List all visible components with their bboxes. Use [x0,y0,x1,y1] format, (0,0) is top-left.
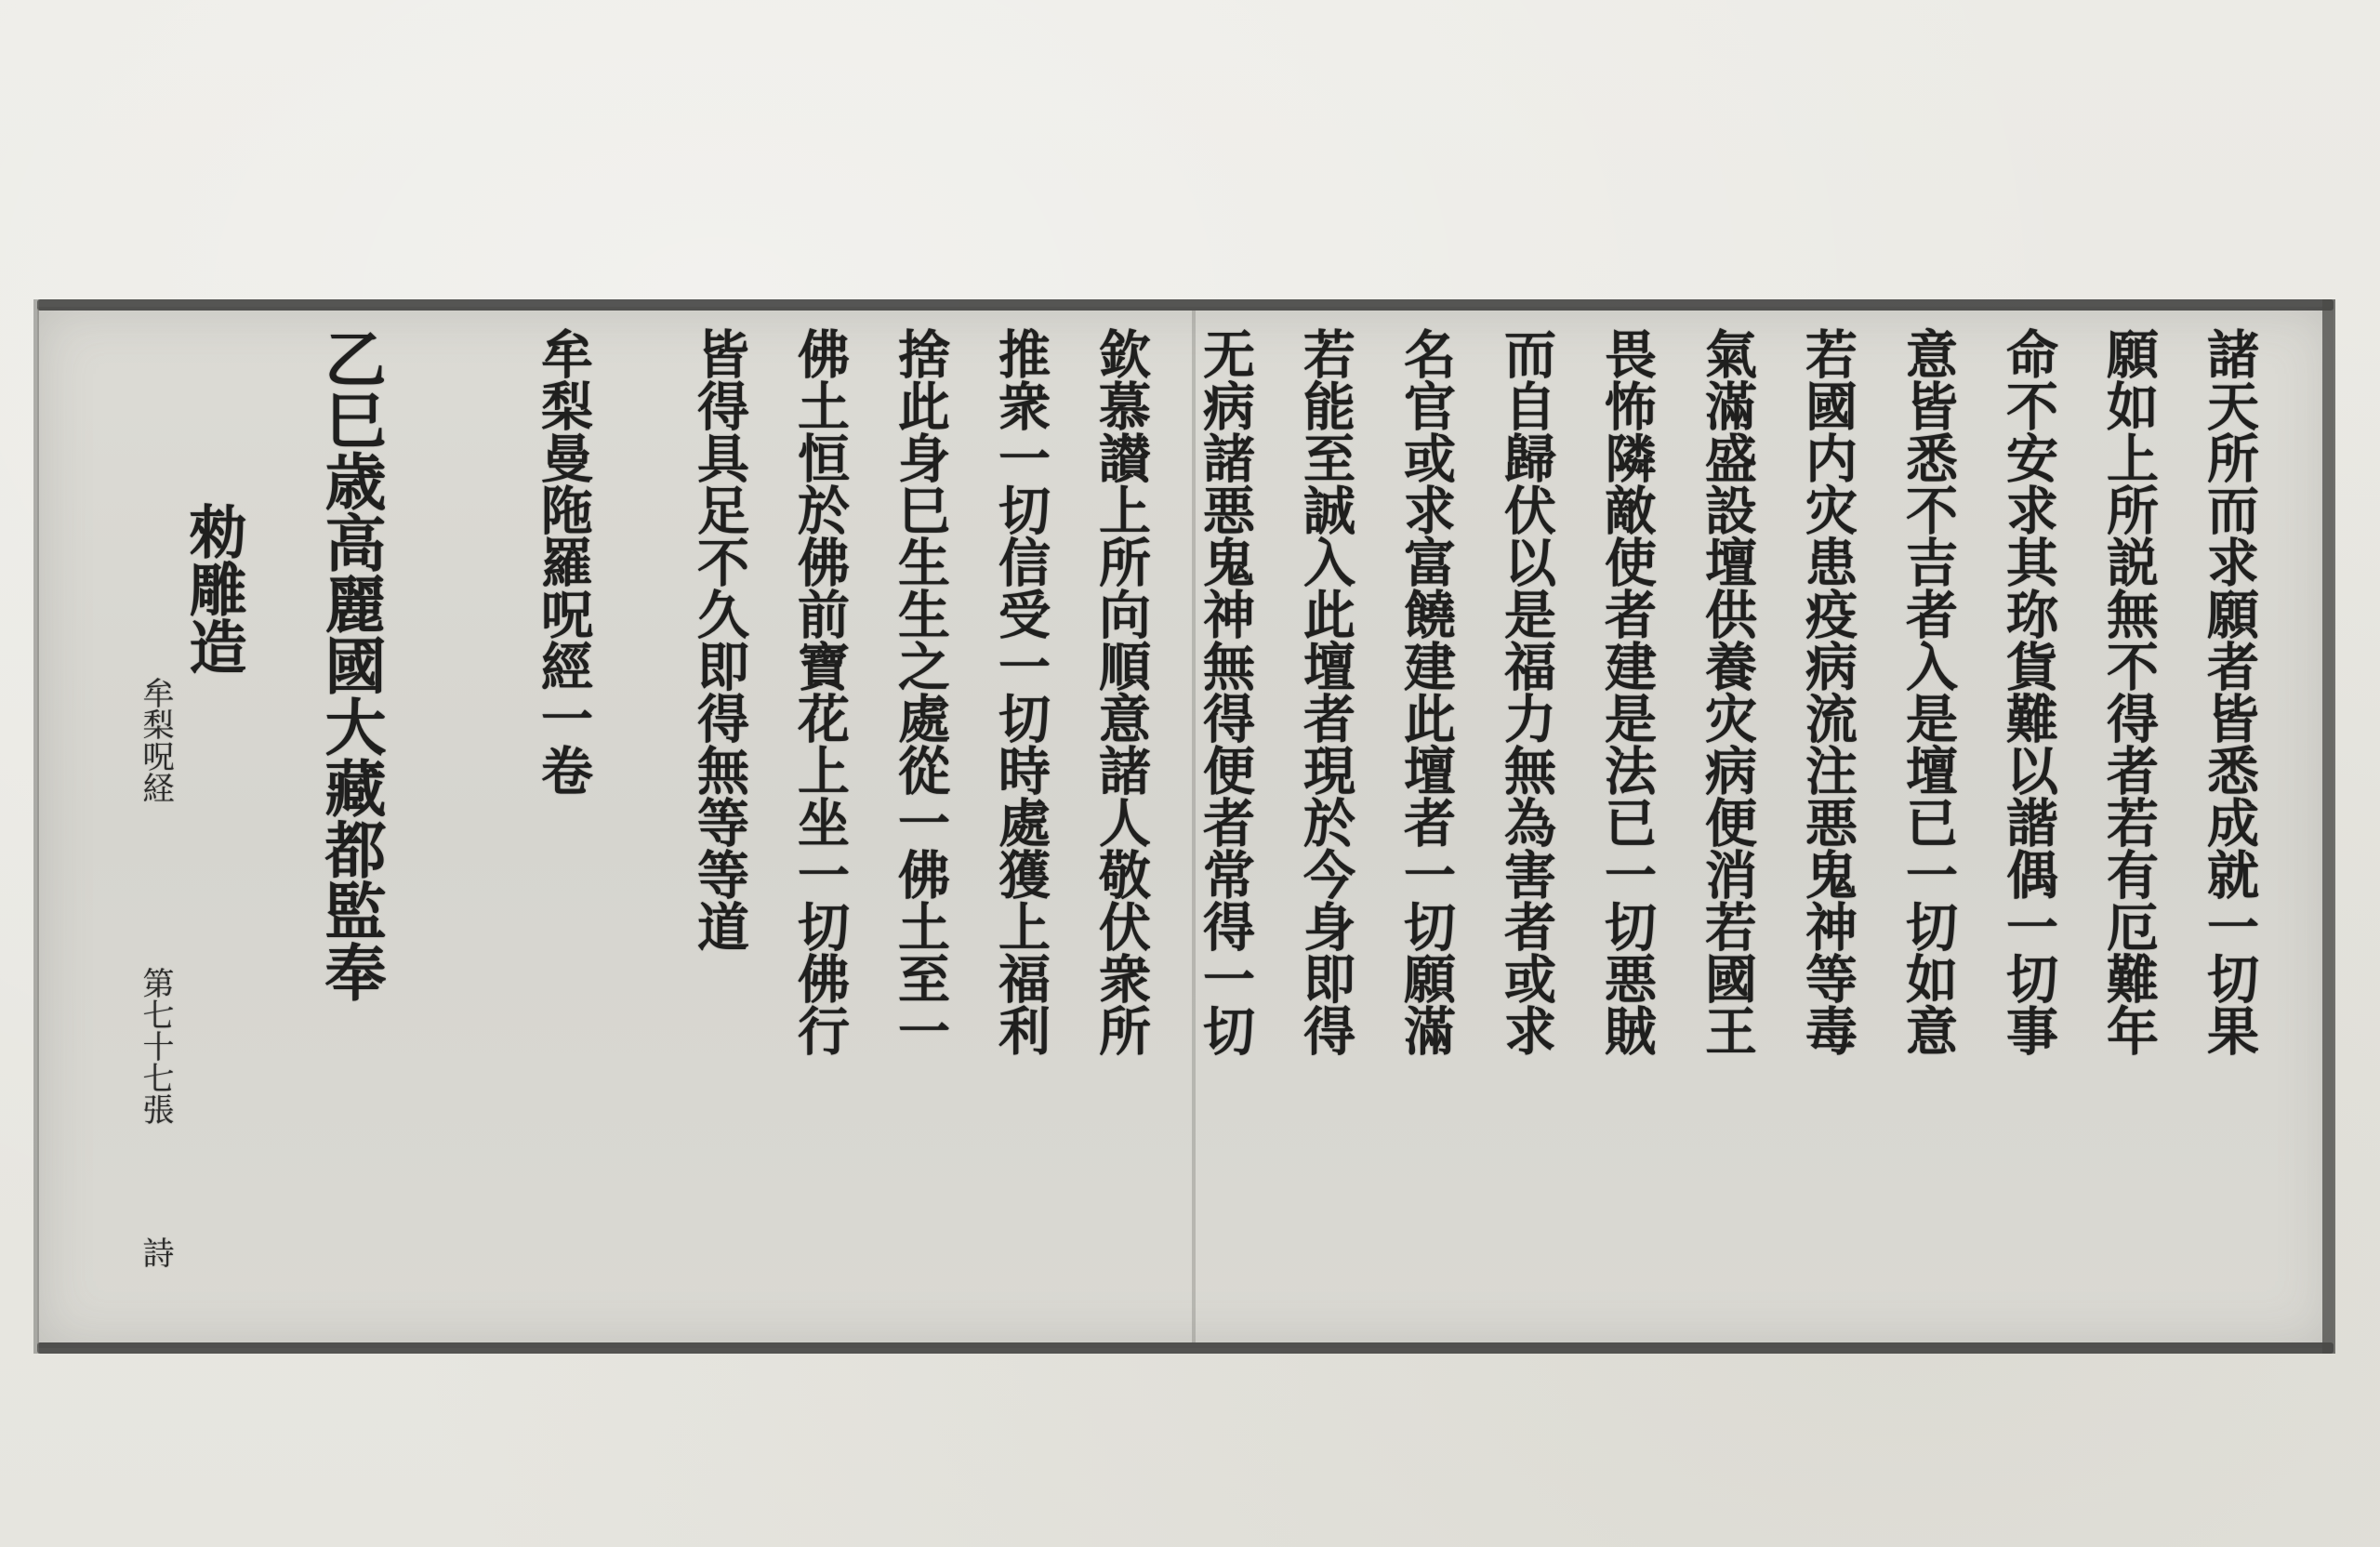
sutra-title: 牟梨曼陁羅呪經一卷 [533,327,594,796]
text-column-11: 无病諸悪鬼神無得便者常得一切 [1195,327,1256,1056]
text-column-1: 諸天所而求願者皆悉成就一切果 [2199,327,2260,1056]
text-column-15: 佛土恒於佛前寶花上坐一切佛行 [789,327,851,1056]
text-column-12: 欽慕讃上所向順意諸人敬伏衆所 [1091,327,1152,1056]
margin-carver: 詩 [137,1236,174,1268]
text-column-7: 畏怖隣敵使者建是法已一切悪賊 [1596,327,1658,1056]
text-column-8: 而自歸伏以是福力無為害者或求 [1496,327,1557,1056]
text-column-10: 若能至誠入此壇者現於今身即得 [1295,327,1356,1056]
text-column-2: 願如上所説無不得者若有厄難年 [2098,327,2160,1056]
text-column-5: 若國内灾患疫病流注悪鬼神等毒 [1797,327,1858,1056]
panel-edge-left [33,299,39,1354]
text-column-16: 皆得具足不久即得無等等道 [689,327,750,952]
margin-page-label: 第七十七張 [137,967,174,1125]
text-column-3: 命不安求其珎貨難以諧偶一切事 [1998,327,2059,1056]
text-column-6: 氣滿盛設壇供養灾病便消若國王 [1697,327,1758,1056]
edict-line: 勑雕造 [179,502,247,675]
colophon: 乙巳歳高麗國大藏都監奉 [314,327,387,1002]
panel-border-top [37,299,2334,311]
margin-short-title: 牟梨呪経 [137,677,174,803]
text-column-13: 推衆一切信受一切時處獲上福利 [990,327,1051,1056]
text-column-9: 名官或求富饒建此壇者一切願滿 [1395,327,1457,1056]
text-column-4: 意皆悉不吉者入是壇已一切如意 [1897,327,1959,1056]
text-column-14: 捨此身巳生生之處從一佛土至一 [890,327,951,1056]
panel-border-bottom [37,1342,2334,1354]
panel-border-right [2322,299,2335,1354]
